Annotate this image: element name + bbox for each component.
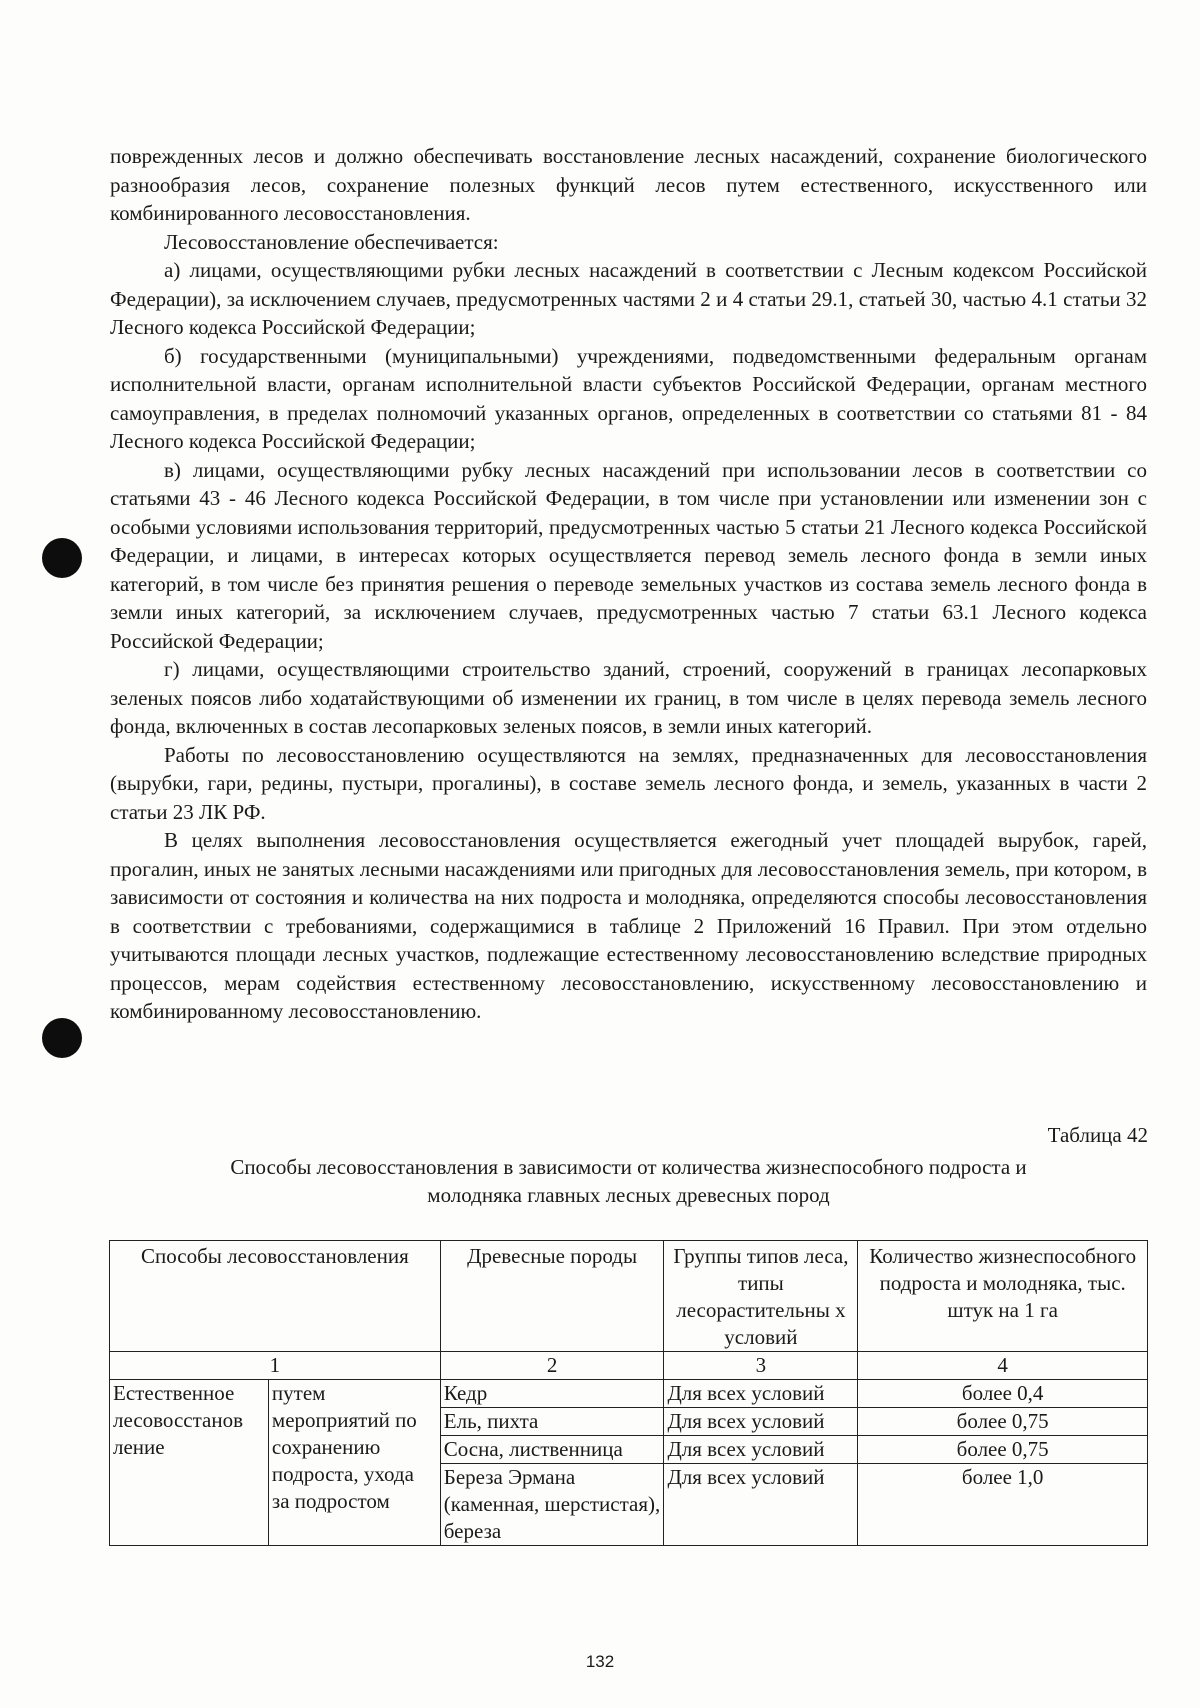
header-quantity: Количество жизнеспособного подроста и молодняка, тыс. штук на 1 га bbox=[858, 1241, 1148, 1352]
column-number: 1 bbox=[110, 1352, 441, 1380]
table-row bbox=[110, 1380, 1148, 1408]
punch-hole-mark bbox=[42, 538, 82, 578]
column-number: 2 bbox=[440, 1352, 664, 1380]
amount-cell: более 0,75 bbox=[858, 1408, 1148, 1436]
header-methods: Способы лесовосстановления bbox=[110, 1241, 441, 1352]
paragraph: В целях выполнения лесовосстановления осуществляется ежегодный учет площадей вырубок, гарей, прогалин, иных не занятых лесными насаждениями или пригодных для лесовосстановления земель, при котором, в зависимости от состояния и количества на них подроста и молодняка, определяются способы лесовосстановления в соответствии с требованиями, содержащимися в таблице 2 Приложений 16 Правил. При этом отдельно учитываются площади лесных участков, подлежащие естественному лесовосстановлению вследствие природных процессов, мерам содействия естественному лесовосстановлению, искусственному лесовосстановлению и комбинированному лесовосстановлению. bbox=[110, 828, 1147, 1023]
header-forest-groups: Группы типов леса, типы лесорастительны х условий bbox=[664, 1241, 858, 1352]
submethod-cell: путем мероприятий по сохранению подроста, ухода за подростом bbox=[268, 1380, 440, 1546]
table-caption bbox=[110, 1153, 1147, 1209]
table-number-row bbox=[110, 1352, 1148, 1380]
table-label: Таблица 42 bbox=[1047, 1123, 1148, 1147]
conditions-cell: Для всех условий bbox=[664, 1436, 858, 1464]
conditions-cell: Для всех условий bbox=[664, 1408, 858, 1436]
header-species: Древесные породы bbox=[440, 1241, 664, 1352]
page-number: 132 bbox=[585, 1652, 615, 1671]
method-cell: Естественное лесовосстанов ление bbox=[110, 1380, 269, 1546]
species-cell: Кедр bbox=[440, 1380, 664, 1408]
paragraph: б) государственными (муниципальными) учреждениями, подведомственными федеральным органам исполнительной власти, органам исполнительной власти субъектов Российской Федерации, органам местного самоуправления, в пределах полномочий указанных органов, определенных в соответствии со статьями 81 - 84 Лесного кодекса Российской Федерации; bbox=[110, 343, 1147, 453]
paragraph: поврежденных лесов и должно обеспечивать восстановление лесных насаждений, сохранение биологического разнообразия лесов, сохранение полезных функций лесов путем естественного, искусственного или комбинированного лесовосстановления. bbox=[110, 144, 1147, 225]
column-number: 3 bbox=[664, 1352, 858, 1380]
paragraph: в) лицами, осуществляющими рубку лесных насаждений при использовании лесов в соответствии со статьями 43 - 46 Лесного кодекса Российской Федерации, в том числе при установлении или изменении зон с особыми условиями использования территорий, предусмотренных частью 5 статьи 21 Лесного кодекса Российской Федерации, и лицами, в интересах которых осуществляется перевод земель лесного фонда в земли иных категорий, в том числе без принятия решения о переводе земельных участков из состава земель лесного фонда в земли иных категорий, за исключением случаев, предусмотренных частью 7 статьи 63.1 Лесного кодекса Российской Федерации; bbox=[110, 457, 1147, 653]
amount-cell: более 0,75 bbox=[858, 1436, 1148, 1464]
reforestation-methods-table bbox=[109, 1240, 1148, 1546]
table-header-row bbox=[110, 1241, 1148, 1352]
paragraph: Лесовосстановление обеспечивается: bbox=[164, 229, 499, 254]
paragraph: Работы по лесовосстановлению осуществляются на землях, предназначенных для лесовосстановления (вырубки, гари, редины, пустыри, прогалины), в составе земель лесного фонда, и земель, указанных в части 2 статьи 23 ЛК РФ. bbox=[110, 742, 1147, 824]
conditions-cell: Для всех условий bbox=[664, 1464, 858, 1546]
species-cell: Береза Эрмана (каменная, шерстистая), береза bbox=[440, 1464, 664, 1546]
paragraph: а) лицами, осуществляющими рубки лесных насаждений в соответствии с Лесным кодексом Российской Федерации), за исключением случаев, предусмотренных частями 2 и 4 статьи 29.1, статьей 30, частью 4.1 статьи 32 Лесного кодекса Российской Федерации; bbox=[110, 258, 1147, 339]
amount-cell: более 1,0 bbox=[858, 1464, 1148, 1546]
species-cell: Ель, пихта bbox=[440, 1408, 664, 1436]
species-cell: Сосна, лиственница bbox=[440, 1436, 664, 1464]
amount-cell: более 0,4 bbox=[858, 1380, 1148, 1408]
column-number: 4 bbox=[858, 1352, 1148, 1380]
table-caption-line: Способы лесовосстановления в зависимости от количества жизнеспособного подроста и bbox=[230, 1155, 1027, 1179]
conditions-cell: Для всех условий bbox=[664, 1380, 858, 1408]
paragraph: г) лицами, осуществляющими строительство зданий, строений, сооружений в границах лесопарковых зеленых поясов либо ходатайствующими об изменении их границ, в том числе в целях перевода земель лесного фонда, включенных в состав лесопарковых зеленых поясов, в земли иных категорий. bbox=[110, 657, 1147, 738]
table-caption-line: молодняка главных лесных древесных пород bbox=[427, 1183, 830, 1207]
body-text bbox=[110, 142, 1147, 1026]
punch-hole-mark bbox=[42, 1018, 82, 1058]
